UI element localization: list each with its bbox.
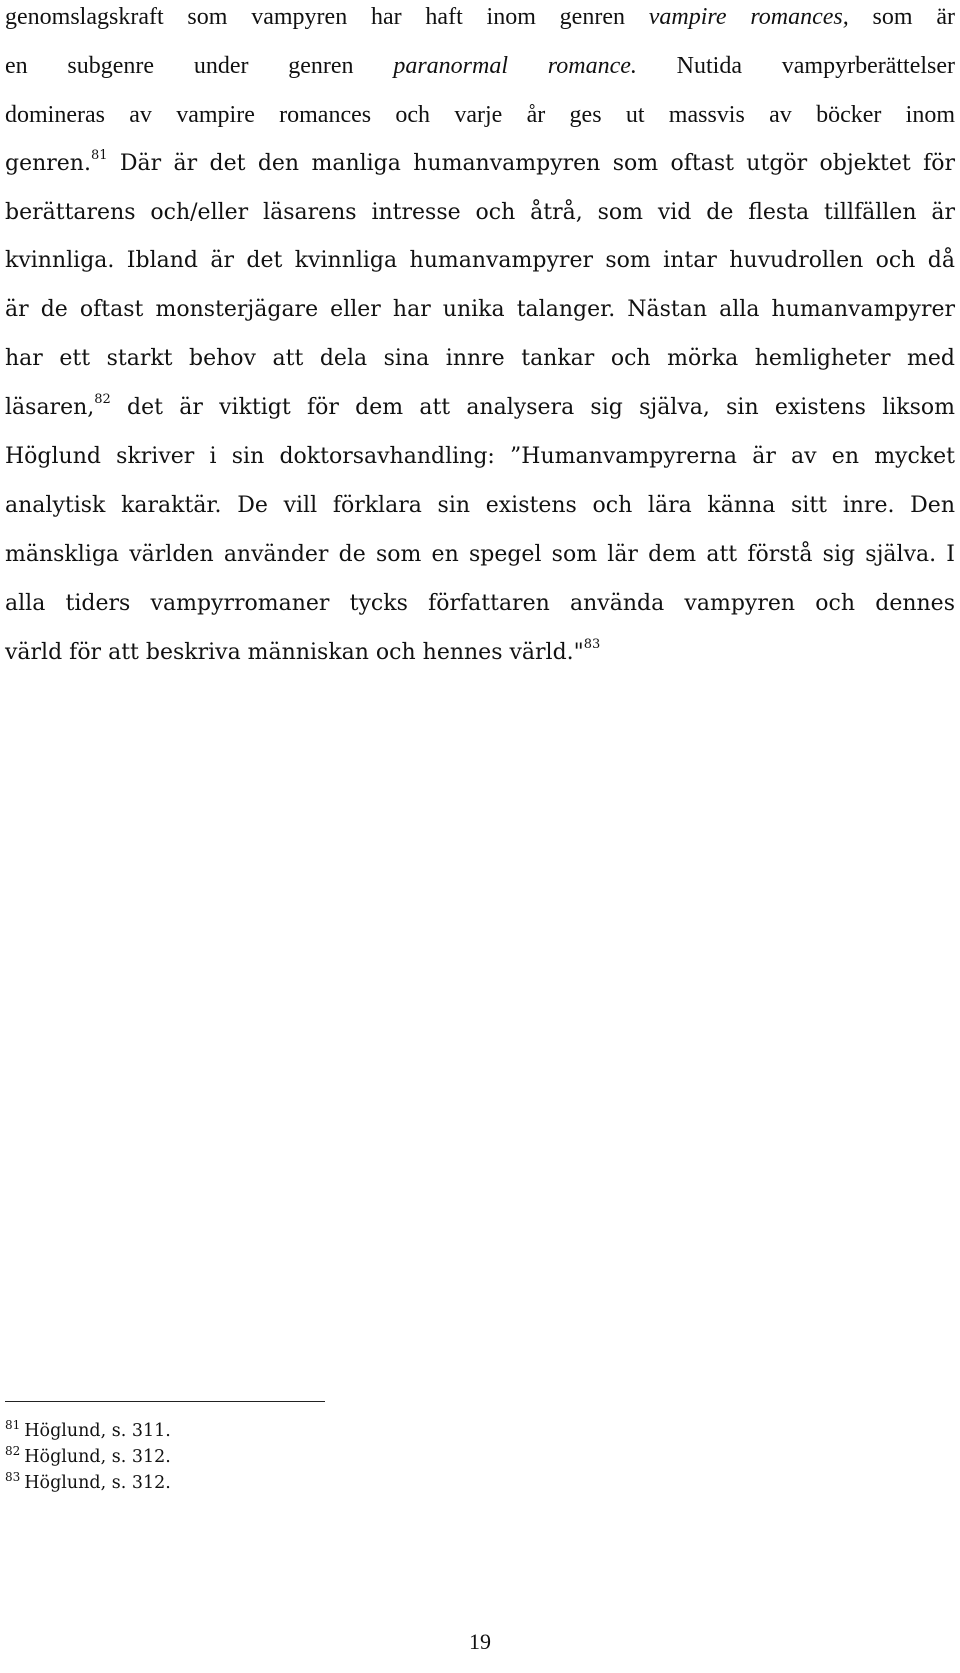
text-line: genren.$^{81}$ Där är det den manliga humanvampyren som oftast utgör objektet för <box>5 147 955 176</box>
footnote-text: Höglund, s. 312. <box>24 1447 171 1467</box>
footnote-reference[interactable]: 82 <box>94 392 111 408</box>
text-line: alla tiders vampyrromaner tycks författaren använda vampyren och dennes <box>5 590 955 616</box>
footnote-text: Höglund, s. 311. <box>24 1421 171 1441</box>
footnote-reference[interactable]: 81 <box>90 147 108 163</box>
footnote-item <box>5 1444 171 1470</box>
text-line: kvinnliga. Ibland är det kvinnliga humanvampyrer som intar huvudrollen och då <box>5 248 955 274</box>
footnotes <box>5 1418 171 1496</box>
text-line: läsaren,$^{82}$ det är viktigt för dem att analysera sig själva, sin existens liksom <box>5 392 955 421</box>
footnote-number: 83 <box>5 1469 21 1484</box>
footnote-number: 81 <box>5 1417 21 1432</box>
body-paragraph <box>5 0 955 677</box>
footnote-text: Höglund, s. 312. <box>24 1473 171 1493</box>
footnote-number: 82 <box>5 1443 21 1458</box>
footnote-separator <box>5 1401 325 1402</box>
text-line: värld för att beskriva människan och hennes värld."$^{83}$ <box>5 636 601 665</box>
text-line: en subgenre under genren paranormal romance. Nutida vampyrberättelser <box>5 52 956 79</box>
text-line: domineras av vampire romances och varje år ges ut massvis av böcker inom <box>5 101 955 128</box>
emphasis-text: paranormal romance. <box>393 52 637 79</box>
page-number: 19 <box>469 1629 491 1654</box>
text-line: har ett starkt behov att dela sina innre tankar och mörka hemligheter med <box>5 346 955 372</box>
emphasis-text: vampire romances, <box>648 4 849 30</box>
text-line: analytisk karaktär. De vill förklara sin existens och lära känna sitt inre. Den <box>5 492 955 518</box>
footnote-item <box>5 1418 171 1444</box>
text-line: är de oftast monsterjägare eller har unika talanger. Nästan alla humanvampyrer <box>5 297 955 323</box>
text-line: Höglund skriver i sin doktorsavhandling: ”Humanvampyrerna är av en mycket <box>5 444 955 470</box>
footnote-item <box>5 1470 171 1496</box>
footnote-reference[interactable]: 83 <box>583 636 601 652</box>
text-line: berättarens och/eller läsarens intresse och åtrå, som vid de flesta tillfällen är <box>5 199 955 225</box>
text-line: genomslagskraft som vampyren har haft inom genren vampire romances, som är <box>5 4 955 30</box>
text-line: mänskliga världen använder de som en spegel som lär dem att förstå sig själva. I <box>5 541 955 567</box>
